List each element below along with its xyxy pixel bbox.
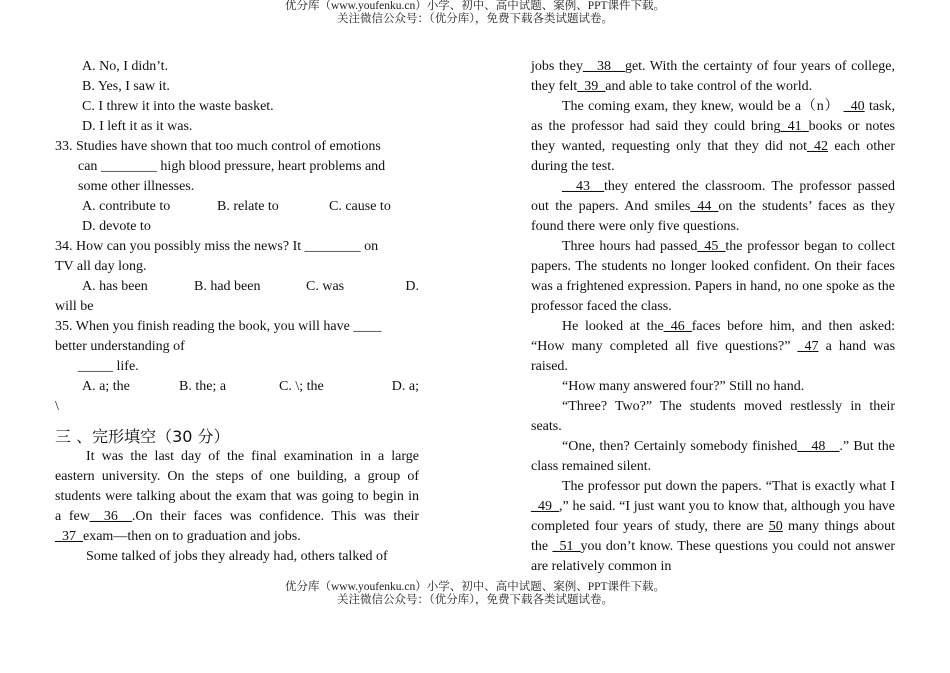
r3-text-2: on the students’ faces as they found there were only five questions.	[531, 199, 895, 234]
r9-text-1: The professor put down the papers. “That is exactly what I	[562, 479, 895, 494]
q34-option-d-cont: will be	[55, 299, 94, 314]
r8-text-1: “One, then? Certainly somebody finished	[562, 439, 798, 454]
q33-option-d: D. devote to	[82, 219, 151, 234]
blank-48: __48__	[797, 439, 840, 454]
r1-text-1: jobs they	[531, 59, 583, 74]
q33-option-b: B. relate to	[217, 199, 279, 214]
cloze-paragraph-r1	[531, 57, 895, 97]
blank-36: __36__	[89, 509, 132, 524]
cloze-paragraph-r8	[531, 437, 895, 477]
r8-text-2: .” But the class remained silent.	[531, 439, 896, 474]
q35-option-d: D. a;	[391, 379, 419, 394]
q35-option-c: C. \; the	[279, 379, 324, 394]
cloze-paragraph-1	[55, 447, 419, 547]
left-column	[55, 57, 419, 567]
r2-text-2: task, as the professor had said they could bring	[531, 99, 896, 134]
r2-text-4: each other during the test.	[531, 139, 895, 174]
cloze-paragraph-r3	[531, 177, 895, 237]
r9-text-3: many things about the	[531, 519, 896, 554]
q35-stem-line-3: _____ life.	[78, 359, 139, 374]
q33-stem-line-1: 33. Studies have shown that too much control of emotions	[55, 139, 381, 154]
r4-text-2: the professor began to collect papers. The students no longer looked confident. On their faces was a frightened expression. Papers in hand, no one spoke as the professor faced the class.	[531, 239, 896, 314]
header-line-1: 优分库（www.youfenku.cn）小学、初中、高中试题、案例、PPT课件下载。	[284, 0, 666, 12]
cloze-paragraph-r5	[531, 317, 895, 377]
r1-text-2: get. With the certainty of four years of college, they felt	[531, 59, 895, 94]
blank-42: _42	[807, 139, 829, 154]
blank-51: _51_	[552, 539, 581, 554]
cloze-paragraph-r9	[531, 477, 895, 577]
para1-text-2: .On their faces was confidence. This was their	[131, 509, 420, 524]
r5-text-2: faces before him, and then asked: “How many completed all five questions?”	[531, 319, 895, 354]
q33-options	[55, 197, 419, 217]
blank-43: __43__	[562, 179, 604, 194]
blank-37: _37_	[55, 529, 83, 544]
para1-text-3: exam—then on to graduation and jobs.	[83, 529, 301, 544]
q33-stem-line-3: some other illnesses.	[78, 179, 195, 194]
r5-text-3: a hand was raised.	[531, 339, 896, 374]
footer-line-1: 优分库（www.youfenku.cn）小学、初中、高中试题、案例、PPT课件下载。	[284, 581, 666, 593]
r2-text-3: books or notes they wanted, requesting only that they did not	[531, 119, 895, 154]
r9-text-4: you don’t know. These questions you could not answer are relatively common in	[531, 539, 895, 574]
r2-text-1: The coming exam, they knew, would be a（n）	[562, 99, 840, 114]
q35-stem-line-2: better understanding of	[55, 339, 185, 354]
q34-stem-line-2: TV all day long.	[55, 259, 147, 274]
cloze-paragraph-2: Some talked of jobs they already had, others talked of	[86, 549, 388, 564]
q34-option-b: B. had been	[194, 279, 261, 294]
q35-option-d-cont: \	[55, 399, 59, 414]
q33-option-a: A. contribute to	[82, 199, 171, 214]
cloze-paragraph-r7: “Three? Two?” The students moved restlessly in their seats.	[531, 399, 895, 434]
para1-text-1: It was the last day of the final examination in a large eastern university. On the steps of one building, a group of students were talking about the exam that was going to begin in a few	[55, 449, 419, 524]
blank-40: _40	[843, 99, 865, 114]
r3-text-1: they entered the classroom. The professor passed out the papers. And smiles	[531, 179, 895, 214]
q34-option-c: C. was	[306, 279, 345, 294]
q35-stem-line-1: 35. When you finish reading the book, you will have ____	[55, 319, 382, 334]
footer-line-2: 关注微信公众号：（优分库），免费下载各类试题试卷。	[337, 594, 613, 606]
cloze-paragraph-r6: “How many answered four?” Still no hand.	[562, 379, 805, 394]
section-title: 三 、完形填空（30 分）	[55, 427, 230, 446]
blank-50: 50	[768, 519, 783, 534]
q35-option-a: A. a; the	[82, 379, 130, 394]
blank-39: _39_	[577, 79, 606, 94]
r9-text-2: ,” he said. “I just want you to know that, although you have completed four years of study, there are	[531, 499, 895, 534]
blank-44: _44_	[690, 199, 719, 214]
header-line-2: 关注微信公众号：（优分库），免费下载各类试题试卷。	[337, 13, 613, 25]
blank-45: _45_	[697, 239, 726, 254]
blank-47: _47	[797, 339, 819, 354]
blank-41: _41_	[780, 119, 809, 134]
cloze-paragraph-r4	[531, 237, 895, 317]
q32-option-b: B. Yes, I saw it.	[82, 79, 170, 94]
right-column	[531, 57, 895, 577]
blank-38: __38__	[582, 59, 625, 74]
q32-option-c: C. I threw it into the waste basket.	[82, 99, 274, 114]
cloze-paragraph-r2	[531, 97, 895, 177]
r5-text-1: He looked at the	[562, 319, 664, 334]
q34-options	[55, 277, 419, 297]
q34-option-d: D.	[405, 279, 419, 294]
q32-option-d: D. I left it as it was.	[82, 119, 193, 134]
r4-text-1: Three hours had passed	[562, 239, 698, 254]
blank-46: _46_	[663, 319, 692, 334]
q32-option-a: A. No, I didn’t.	[82, 59, 169, 74]
q33-option-c: C. cause to	[329, 199, 391, 214]
q34-stem-line-1: 34. How can you possibly miss the news? It ________ on	[55, 239, 379, 254]
page-footer	[0, 581, 950, 607]
blank-49: _49_	[531, 499, 559, 514]
page-header	[0, 0, 950, 26]
q33-stem-line-2: can ________ high blood pressure, heart problems and	[78, 159, 386, 174]
q35-option-b: B. the; a	[179, 379, 227, 394]
q35-options	[55, 377, 419, 397]
r1-text-3: and able to take control of the world.	[605, 79, 813, 94]
q34-option-a: A. has been	[82, 279, 148, 294]
